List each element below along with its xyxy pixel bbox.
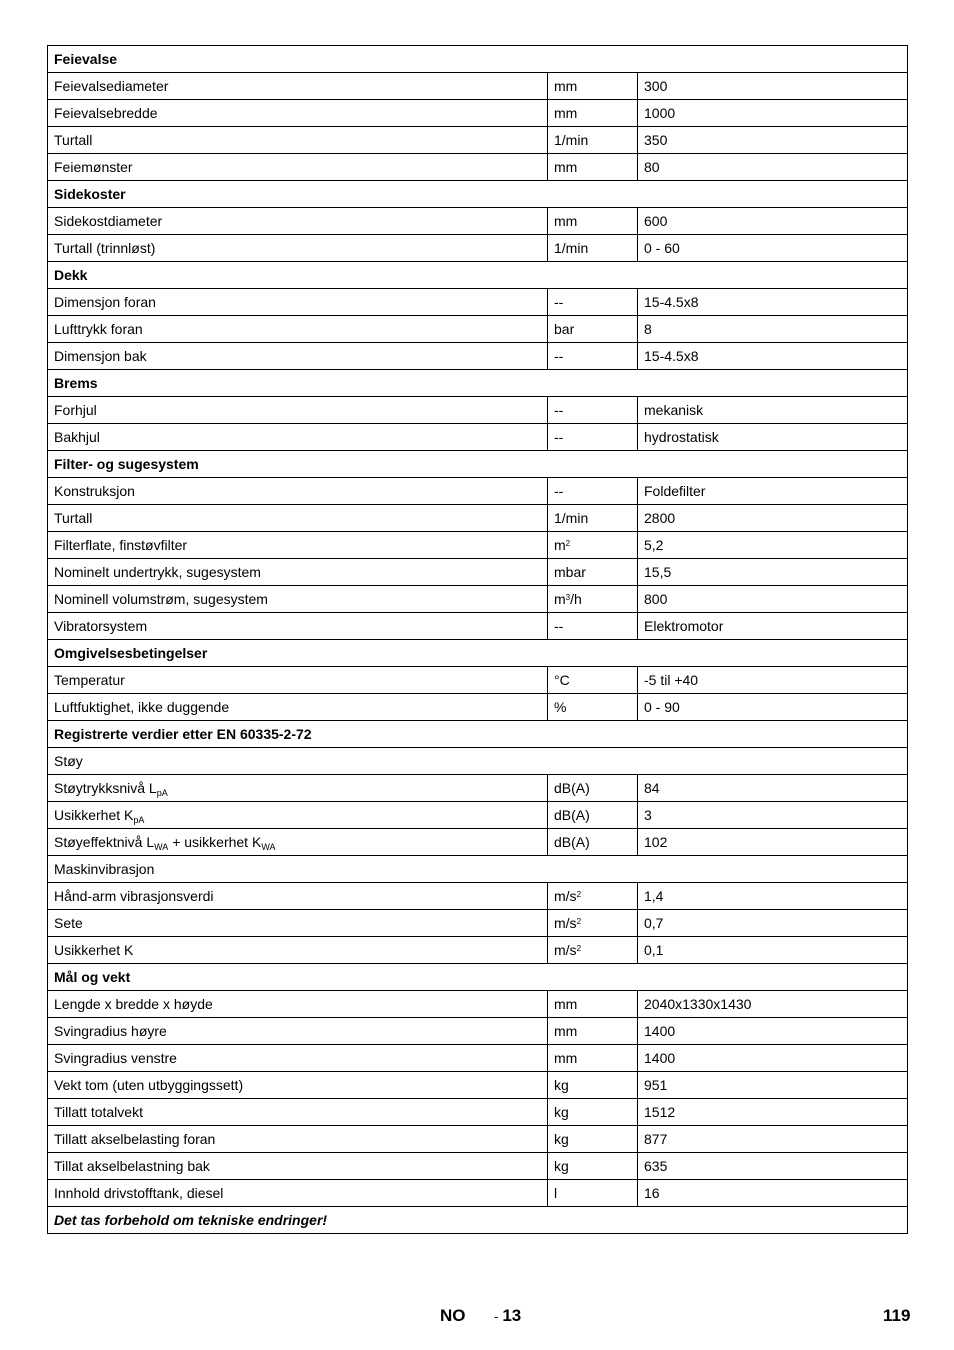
spec-unit-text: bar <box>554 321 575 337</box>
spec-label <box>48 100 548 127</box>
spec-unit-text: 1/min <box>554 510 589 526</box>
spec-unit <box>548 559 638 586</box>
spec-unit <box>548 100 638 127</box>
spec-value: 1400 <box>638 1018 908 1045</box>
spec-label-text: Vekt tom (uten utbyggingssett) <box>54 1077 244 1093</box>
spec-label-text: Bakhjul <box>54 429 100 445</box>
spec-unit <box>548 991 638 1018</box>
spec-unit <box>548 154 638 181</box>
spec-unit-text: kg <box>554 1104 569 1120</box>
spec-label <box>48 154 548 181</box>
table-row <box>48 73 908 100</box>
spec-unit-text: mm <box>554 1050 578 1066</box>
spec-unit-text: kg <box>554 1077 569 1093</box>
spec-label <box>48 586 548 613</box>
spec-label-text: Feiemønster <box>54 159 133 175</box>
section-header-row <box>48 640 908 667</box>
spec-label <box>48 1180 548 1207</box>
spec-unit-text: -- <box>554 618 564 634</box>
spec-label <box>48 289 548 316</box>
table-row <box>48 289 908 316</box>
section-page <box>494 1306 521 1326</box>
table-row <box>48 1126 908 1153</box>
spec-value: 300 <box>638 73 908 100</box>
spec-label-text: Svingradius høyre <box>54 1023 167 1039</box>
spec-unit <box>548 802 638 829</box>
spec-label-text: Tillatt akselbelasting foran <box>54 1131 216 1147</box>
spec-unit-text-cont: /h <box>570 591 582 607</box>
spec-label-subscript: WA <box>154 842 169 852</box>
spec-value: 635 <box>638 1153 908 1180</box>
table-footer-row <box>48 1207 908 1234</box>
spec-unit-superscript: 3 <box>565 593 571 602</box>
spec-label <box>48 1126 548 1153</box>
spec-value: 951 <box>638 1072 908 1099</box>
page-dash: - <box>494 1309 499 1324</box>
spec-value: 102 <box>638 829 908 856</box>
spec-unit <box>548 208 638 235</box>
language-code: NO <box>440 1306 466 1325</box>
table-row <box>48 883 908 910</box>
spec-label-text: Temperatur <box>54 672 125 688</box>
spec-unit <box>548 775 638 802</box>
spec-unit-text: -- <box>554 402 564 418</box>
spec-value: 8 <box>638 316 908 343</box>
spec-label <box>48 1099 548 1126</box>
spec-value: 2800 <box>638 505 908 532</box>
page-number: 119 <box>883 1306 911 1325</box>
spec-label <box>48 1072 548 1099</box>
spec-unit-text: mm <box>554 159 578 175</box>
spec-value: 2040x1330x1430 <box>638 991 908 1018</box>
table-row <box>48 208 908 235</box>
spec-value: 84 <box>638 775 908 802</box>
spec-label-text: Vibratorsystem <box>54 618 148 634</box>
table-row <box>48 613 908 640</box>
table-row <box>48 505 908 532</box>
spec-label-text: Lufttrykk foran <box>54 321 143 337</box>
spec-label <box>48 802 548 829</box>
table-row <box>48 127 908 154</box>
spec-value: 15-4.5x8 <box>638 343 908 370</box>
table-row <box>48 937 908 964</box>
spec-unit <box>548 1153 638 1180</box>
spec-label <box>48 208 548 235</box>
subsection-header-row <box>48 856 908 883</box>
spec-label <box>48 478 548 505</box>
table-row <box>48 343 908 370</box>
spec-label-text: Støyeffektnivå L <box>54 834 155 850</box>
spec-unit <box>548 883 638 910</box>
section-page-number: 13 <box>502 1306 522 1325</box>
spec-unit <box>548 478 638 505</box>
spec-label <box>48 343 548 370</box>
spec-label-text: Svingradius venstre <box>54 1050 177 1066</box>
spec-label <box>48 127 548 154</box>
spec-unit-text: mm <box>554 78 578 94</box>
spec-label <box>48 73 548 100</box>
table-row <box>48 1153 908 1180</box>
spec-label-text: Sidekostdiameter <box>54 213 163 229</box>
table-row <box>48 586 908 613</box>
section-header-row <box>48 181 908 208</box>
spec-label-text: Dimensjon bak <box>54 348 147 364</box>
spec-label <box>48 775 548 802</box>
section-title: Brems <box>48 370 908 397</box>
spec-unit <box>548 397 638 424</box>
spec-unit <box>548 235 638 262</box>
spec-unit-text: kg <box>554 1158 569 1174</box>
spec-unit <box>548 586 638 613</box>
spec-label-subscript: WA <box>261 842 276 852</box>
spec-label-text: Innhold drivstofftank, diesel <box>54 1185 224 1201</box>
spec-unit <box>548 667 638 694</box>
spec-unit-text: mm <box>554 996 578 1012</box>
spec-value: 600 <box>638 208 908 235</box>
spec-label <box>48 829 548 856</box>
spec-unit-text: -- <box>554 348 564 364</box>
spec-unit-text: dB(A) <box>554 780 590 796</box>
spec-value: Foldefilter <box>638 478 908 505</box>
table-row <box>48 397 908 424</box>
spec-label-text: Hånd-arm vibrasjonsverdi <box>54 888 214 904</box>
spec-unit <box>548 1072 638 1099</box>
spec-value: 1000 <box>638 100 908 127</box>
spec-value: 1400 <box>638 1045 908 1072</box>
table-row <box>48 154 908 181</box>
spec-unit-text: mm <box>554 105 578 121</box>
spec-unit-text: dB(A) <box>554 807 590 823</box>
spec-label <box>48 883 548 910</box>
subsection-title: Maskinvibrasjon <box>48 856 908 883</box>
disclaimer-text: Det tas forbehold om tekniske endringer! <box>48 1207 908 1234</box>
table-row <box>48 1045 908 1072</box>
spec-label-text: Turtall <box>54 132 93 148</box>
spec-label-text: Feievalsebredde <box>54 105 158 121</box>
spec-label-text: Usikkerhet K <box>54 942 134 958</box>
spec-unit-text: mbar <box>554 564 586 580</box>
table-row <box>48 1018 908 1045</box>
spec-unit <box>548 343 638 370</box>
spec-unit-text: m <box>554 591 566 607</box>
table-row <box>48 532 908 559</box>
spec-table-body <box>48 46 908 1234</box>
subsection-title: Støy <box>48 748 908 775</box>
section-title: Registrerte verdier etter EN 60335-2-72 <box>48 721 908 748</box>
spec-label <box>48 397 548 424</box>
section-title: Sidekoster <box>48 181 908 208</box>
spec-unit-text: m/s <box>554 942 577 958</box>
table-row <box>48 424 908 451</box>
spec-label-text: Konstruksjon <box>54 483 135 499</box>
spec-value: 0 - 60 <box>638 235 908 262</box>
spec-unit <box>548 424 638 451</box>
section-header-row <box>48 262 908 289</box>
section-title: Dekk <box>48 262 908 289</box>
spec-label-text: Støytrykksnivå L <box>54 780 157 796</box>
subsection-header-row <box>48 748 908 775</box>
spec-label <box>48 235 548 262</box>
spec-value: 877 <box>638 1126 908 1153</box>
spec-unit-superscript: 2 <box>576 890 582 899</box>
table-row <box>48 991 908 1018</box>
spec-label-text: Filterflate, finstøvfilter <box>54 537 188 553</box>
spec-value: 15-4.5x8 <box>638 289 908 316</box>
spec-label-text: Lengde x bredde x høyde <box>54 996 213 1012</box>
spec-label <box>48 694 548 721</box>
spec-unit <box>548 505 638 532</box>
spec-unit <box>548 1180 638 1207</box>
table-row <box>48 1072 908 1099</box>
spec-unit-superscript: 2 <box>565 539 571 548</box>
spec-value: 5,2 <box>638 532 908 559</box>
spec-unit <box>548 694 638 721</box>
spec-label-text: Sete <box>54 915 83 931</box>
spec-unit <box>548 1126 638 1153</box>
table-row <box>48 100 908 127</box>
table-row <box>48 1099 908 1126</box>
spec-value: 80 <box>638 154 908 181</box>
spec-unit-text: 1/min <box>554 132 589 148</box>
table-row <box>48 316 908 343</box>
spec-unit <box>548 613 638 640</box>
spec-unit-text: m <box>554 537 566 553</box>
spec-label <box>48 1045 548 1072</box>
spec-label-text-cont: + usikkerhet K <box>168 834 262 850</box>
spec-label-text: Feievalsediameter <box>54 78 169 94</box>
spec-label-text: Tillat akselbelastning bak <box>54 1158 210 1174</box>
spec-unit <box>548 127 638 154</box>
table-row <box>48 235 908 262</box>
section-title: Omgivelsesbetingelser <box>48 640 908 667</box>
spec-value: 16 <box>638 1180 908 1207</box>
spec-unit <box>548 937 638 964</box>
spec-label <box>48 1018 548 1045</box>
spec-unit <box>548 532 638 559</box>
spec-unit-text: °C <box>554 672 570 688</box>
spec-label-text: Turtall <box>54 510 93 526</box>
spec-unit <box>548 829 638 856</box>
spec-unit <box>548 1099 638 1126</box>
spec-unit-text: kg <box>554 1131 569 1147</box>
spec-unit <box>548 910 638 937</box>
spec-label <box>48 1153 548 1180</box>
spec-unit <box>548 316 638 343</box>
spec-unit-text: m/s <box>554 915 577 931</box>
spec-table <box>47 45 908 1234</box>
spec-unit-text: mm <box>554 213 578 229</box>
table-row <box>48 478 908 505</box>
section-title: Filter- og sugesystem <box>48 451 908 478</box>
spec-unit-superscript: 2 <box>576 944 582 953</box>
spec-label-subscript: pA <box>156 788 168 798</box>
spec-value: 0,7 <box>638 910 908 937</box>
spec-label <box>48 667 548 694</box>
spec-value: hydrostatisk <box>638 424 908 451</box>
section-header-row <box>48 370 908 397</box>
section-title: Feievalse <box>48 46 908 73</box>
spec-label <box>48 424 548 451</box>
spec-label-text: Nominell volumstrøm, sugesystem <box>54 591 268 607</box>
section-header-row <box>48 964 908 991</box>
section-header-row <box>48 721 908 748</box>
table-row <box>48 829 908 856</box>
spec-unit-text: m/s <box>554 888 577 904</box>
spec-label-text: Usikkerhet K <box>54 807 134 823</box>
spec-unit <box>548 289 638 316</box>
spec-label-text: Nominelt undertrykk, sugesystem <box>54 564 261 580</box>
section-header-row <box>48 46 908 73</box>
spec-unit-text: mm <box>554 1023 578 1039</box>
spec-unit-text: -- <box>554 294 564 310</box>
spec-label-text: Tillatt totalvekt <box>54 1104 143 1120</box>
spec-label <box>48 559 548 586</box>
spec-value: 1,4 <box>638 883 908 910</box>
spec-unit <box>548 73 638 100</box>
table-row <box>48 667 908 694</box>
table-row <box>48 694 908 721</box>
table-row <box>48 559 908 586</box>
spec-value: -5 til +40 <box>638 667 908 694</box>
spec-value: 15,5 <box>638 559 908 586</box>
spec-unit <box>548 1045 638 1072</box>
spec-label <box>48 991 548 1018</box>
spec-label-text: Forhjul <box>54 402 97 418</box>
spec-unit-text: % <box>554 699 567 715</box>
spec-label <box>48 505 548 532</box>
spec-value: 350 <box>638 127 908 154</box>
spec-label <box>48 910 548 937</box>
spec-label-subscript: pA <box>133 815 145 825</box>
spec-unit-text: 1/min <box>554 240 589 256</box>
spec-value: Elektromotor <box>638 613 908 640</box>
spec-label-text: Luftfuktighet, ikke duggende <box>54 699 230 715</box>
table-row <box>48 802 908 829</box>
spec-value: 3 <box>638 802 908 829</box>
spec-value: 0,1 <box>638 937 908 964</box>
spec-label <box>48 937 548 964</box>
spec-label-text: Turtall (trinnløst) <box>54 240 156 256</box>
spec-value: 800 <box>638 586 908 613</box>
spec-unit-text: l <box>554 1185 558 1201</box>
table-row <box>48 910 908 937</box>
spec-label <box>48 316 548 343</box>
section-header-row <box>48 451 908 478</box>
spec-label <box>48 532 548 559</box>
spec-unit-text: -- <box>554 429 564 445</box>
spec-value: mekanisk <box>638 397 908 424</box>
spec-value: 1512 <box>638 1099 908 1126</box>
spec-value: 0 - 90 <box>638 694 908 721</box>
spec-unit-text: -- <box>554 483 564 499</box>
table-row <box>48 1180 908 1207</box>
section-title: Mål og vekt <box>48 964 908 991</box>
spec-unit <box>548 1018 638 1045</box>
table-row <box>48 775 908 802</box>
spec-unit-text: dB(A) <box>554 834 590 850</box>
spec-unit-superscript: 2 <box>576 917 582 926</box>
spec-label-text: Dimensjon foran <box>54 294 156 310</box>
spec-label <box>48 613 548 640</box>
